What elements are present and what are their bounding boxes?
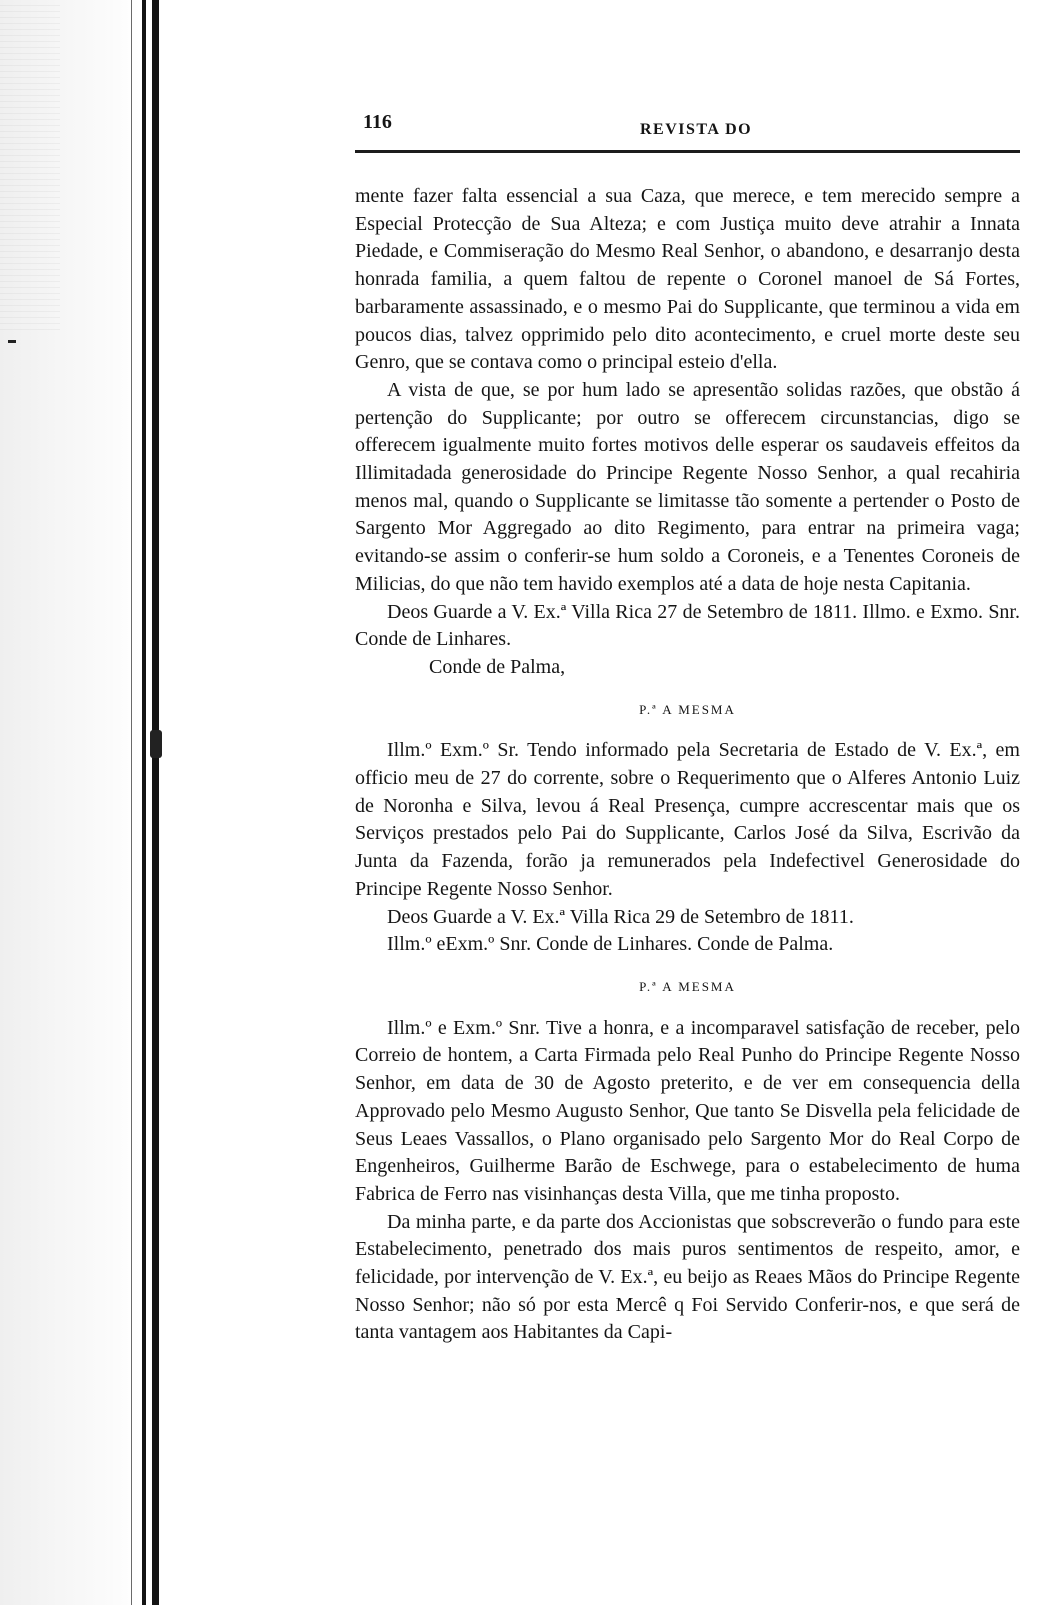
paragraph: Illm.º e Exm.º Snr. Tive a honra, e a incomparavel satisfação de receber, pelo Correio de hontem, a Carta Firmada pelo Real Punho do Principe Regente Nosso Senhor, em data de 30 de Agosto preterito, e de ver em consequencia della Approvado pelo Mesmo Augusto Senhor, Que tanto Se Disvella pela felicidade de Seus Leaes Vassallos, o Plano organisado pelo Sargento Mor do Real Corpo de Engenheiros, Guilherme Barão de Eschwege, para o estabelecimento de huma Fabrica de Ferro nas visinhanças desta Villa, que me tinha proposto. [355,1016,1020,1205]
section-heading: P.ª A MESMA [639,978,736,994]
paragraph: Da minha parte, e da parte dos Accionistas que sobscreverão o fundo para este Estabelecimento, penetrado dos mais puros sentimentos de respeito, amor, e felicidade, por intervenção de V. Ex.ª, eu beijo as Reaes Mãos do Principe Regente Nosso Senhor; não só por esta Mercê q Foi Servido Conferir-nos, e que será de tanta vantagem aos Habitantes da Capi- [355,1210,1020,1344]
paragraph: mente fazer falta essencial a sua Caza, que merece, e tem merecido sempre a Especial Protecção de Sua Alteza; e com Justiça muito deve atrahir a Innata Piedade, e Commiseração do Mesmo Real Senhor, o abandono, e desarranjo desta honrada familia, a quem faltou de repente o Coronel manoel de Sá Fortes, barbaramente assassinado, e o mesmo Pai do Supplicante, que terminou a vida em poucos dias, talvez opprimido pelo dito acontecimento, e cruel morte deste seu Genro, que se contava como o principal esteio d'ella. [355,185,1020,374]
paragraph: Deos Guarde a V. Ex.ª Villa Rica 29 de Setembro de 1811. [387,905,854,928]
paragraph: Deos Guarde a V. Ex.ª Villa Rica 27 de Setembro de 1811. Illmo. e Exmo. Snr. Conde de Linhares. [355,600,1020,651]
running-title: REVISTA DO [640,121,753,138]
section-heading: P.ª A MESMA [639,701,736,717]
body-text [355,183,1020,1347]
running-head [355,105,1020,147]
signature: Conde de Palma, [429,655,566,678]
scan-artifact [150,730,162,758]
page-number: 116 [363,111,392,133]
paragraph: A vista de que, se por hum lado se apresentão solidas razões, que obstão á pertenção do Supplicante; por outro se offerecem circunstancias, digo se offerecem igualmente muito fortes motivos delle esperar os saudaveis effeitos da Illimitadada generosidade do Principe Regente Nosso Senhor, a qual recahiria menos mal, quando o Supplicante se limitasse tão somente a pertender o Posto de Sargento Mor Aggregado ao dito Regimento, para entrar na primeira vaga; evitando-se assim o conferir-se hum soldo a Coroneis, e a Tenentes Coroneis de Milicias, do que não tem havido exemplos até a data de hoje nesta Capitania. [355,378,1020,595]
binding-edge-line [152,0,159,1605]
header-rule [355,150,1020,153]
paragraph: Illm.º Exm.º Sr. Tendo informado pela Secretaria de Estado de V. Ex.ª, em officio meu de 27 do corrente, sobre o Requerimento que o Alferes Antonio Luiz de Noronha e Silva, levou á Real Presença, cumpre accrescentar mais que os Serviços prestados pelo Pai do Supplicante, Carlos José da Silva, Escrivão da Junta da Fazenda, forão ja remunerados pela Indefectivel Generosidade do Principe Regente Nosso Senhor. [355,739,1020,900]
book-page [355,105,1020,1595]
scan-artifact [8,340,16,343]
scan-noise [0,0,60,330]
binding-edge-line [131,0,132,1605]
binding-edge-line [142,0,146,1605]
paragraph: Illm.º eExm.º Snr. Conde de Linhares. Conde de Palma. [387,933,834,956]
